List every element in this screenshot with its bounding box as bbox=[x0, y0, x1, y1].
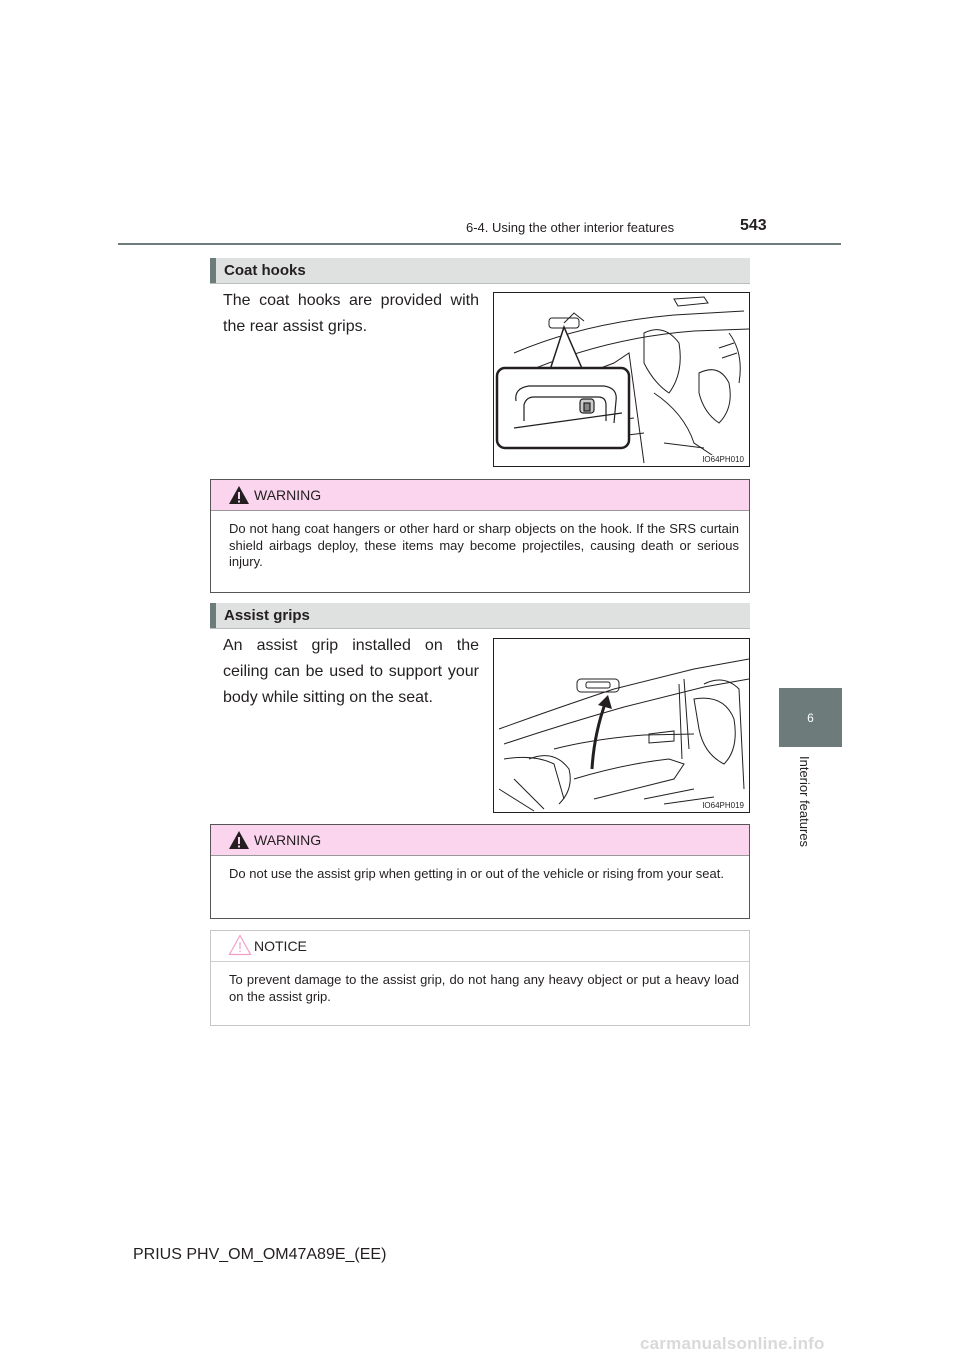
document-code: PRIUS PHV_OM_OM47A89E_(EE) bbox=[133, 1246, 387, 1263]
header-divider bbox=[118, 243, 841, 245]
figure-code: IO64PH010 bbox=[702, 455, 744, 464]
page-number: 543 bbox=[740, 217, 767, 234]
section-accent bbox=[210, 603, 216, 628]
warning-text: Do not use the assist grip when getting in or out of the vehicle or rising from your seat. bbox=[229, 866, 724, 881]
warning-header bbox=[211, 480, 749, 511]
notice-text: To prevent damage to the assist grip, do not hang any heavy object or put a heavy load on the assist grip. bbox=[229, 972, 739, 1004]
assist-grip-drawing bbox=[494, 639, 749, 812]
chapter-tab[interactable] bbox=[779, 688, 842, 747]
section-heading-assist-grips bbox=[210, 603, 750, 629]
section-accent bbox=[210, 258, 216, 283]
notice-header bbox=[211, 931, 749, 962]
running-header: 6-4. Using the other interior features bbox=[466, 220, 675, 235]
section-heading-coat-hooks bbox=[210, 258, 750, 284]
warning-text: Do not hang coat hangers or other hard or sharp objects on the hook. If the SRS curtain shield airbags deploy, these items may become projectiles, causing death or serious injury. bbox=[229, 521, 739, 569]
chapter-number: 6 bbox=[807, 710, 814, 725]
watermark[interactable]: carmanualsonline.info bbox=[640, 1334, 825, 1353]
coat-hook-drawing bbox=[494, 293, 749, 466]
warning-icon bbox=[228, 830, 250, 850]
caution-icon bbox=[228, 934, 252, 956]
notice-box bbox=[210, 930, 750, 1026]
chapter-title: Interior features bbox=[797, 756, 812, 848]
warning-header bbox=[211, 825, 749, 856]
section-heading-label: Assist grips bbox=[224, 607, 310, 624]
coat-hook-illustration bbox=[493, 292, 750, 467]
notice-title: NOTICE bbox=[254, 938, 307, 954]
warning-box-coat-hooks bbox=[210, 479, 750, 593]
coat-hooks-body: The coat hooks are provided with the rear assist grips. bbox=[223, 292, 479, 335]
warning-title: WARNING bbox=[254, 487, 322, 503]
assist-grips-body: An assist grip installed on the ceiling can be used to support your body while sitting on the seat. bbox=[223, 637, 479, 706]
section-heading-label: Coat hooks bbox=[224, 262, 306, 279]
warning-title: WARNING bbox=[254, 832, 322, 848]
assist-grip-illustration bbox=[493, 638, 750, 813]
warning-icon bbox=[228, 485, 250, 505]
warning-box-assist-grips bbox=[210, 824, 750, 919]
figure-code: IO64PH019 bbox=[702, 801, 744, 810]
